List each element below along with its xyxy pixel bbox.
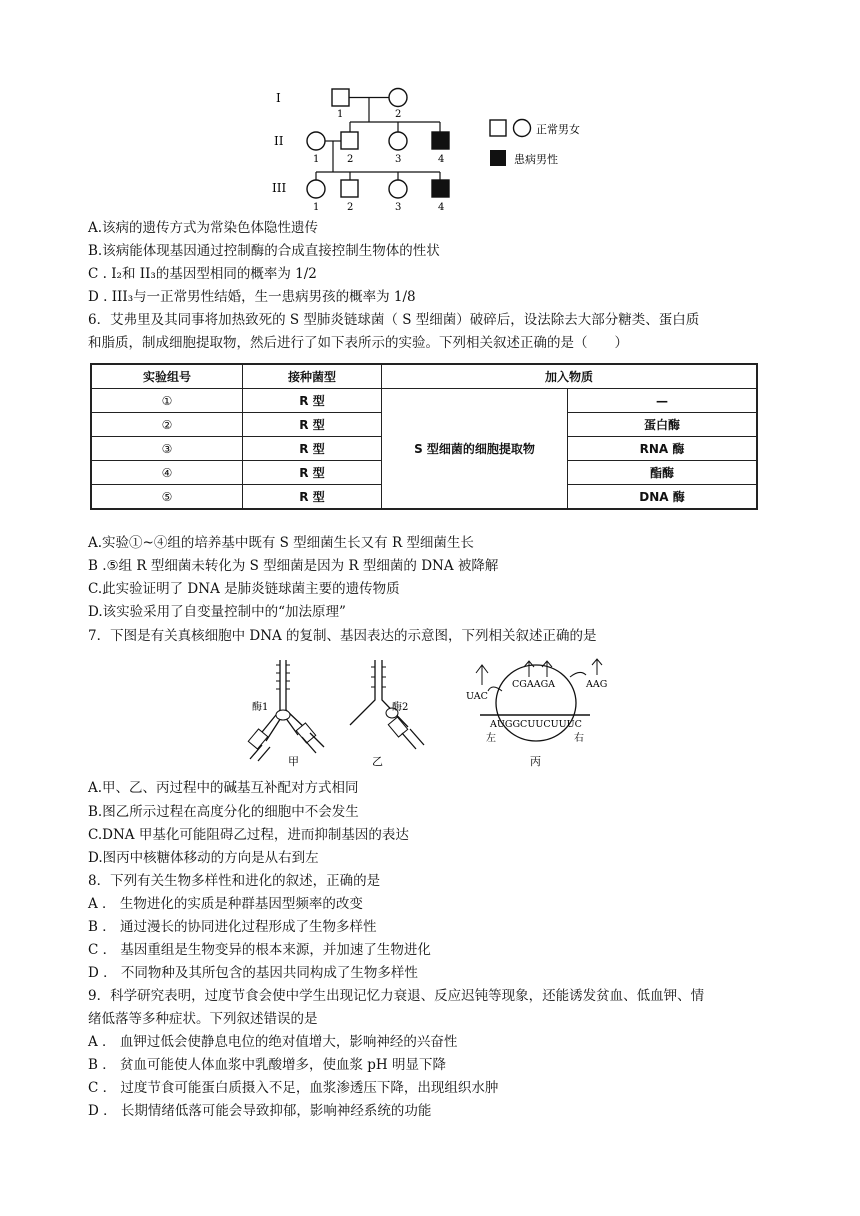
q9-stem-line1: 9．科学研究表明，过度节食会使中学生出现记忆力衰退、反应迟钝等现象，还能诱发贫血、低血钾、情 — [88, 988, 705, 1004]
svg-text:3: 3 — [395, 202, 402, 213]
transcription-diagram-yi — [350, 660, 424, 749]
q7-option-c: C.DNA 甲基化可能阻碍乙过程，进而抑制基因的表达 — [88, 827, 409, 843]
table-row: ④ R 型 酯酶 — [91, 461, 757, 485]
q8-option-d: D ． 不同物种及其所包含的基因共同构成了生物多样性 — [88, 965, 418, 981]
q8-option-a: A ． 生物进化的实质是种群基因型频率的改变 — [88, 896, 363, 912]
table-header-strain: 接种菌型 — [243, 364, 382, 389]
svg-text:2: 2 — [347, 202, 354, 213]
merged-extract-cell: S 型细菌的细胞提取物 — [382, 389, 568, 510]
legend-normal: 正常男女 — [536, 123, 580, 136]
q9-option-a: A ． 血钾过低会使静息电位的绝对值增大，影响神经的兴奋性 — [88, 1034, 458, 1050]
label-left: 左 — [486, 733, 496, 744]
table-row: ① R 型 S 型细菌的细胞提取物 — — [91, 389, 757, 413]
pedigree-chart — [270, 80, 630, 220]
q9-stem-line2: 绪低落等多种症状。下列叙述错误的是 — [88, 1011, 318, 1027]
affected-male-II4 — [432, 132, 449, 149]
q6-stem-line1: 6．艾弗里及其同事将加热致死的 S 型肺炎链球菌（ S 型细菌）破碎后，设法除去大部分糖类、蛋白质 — [88, 312, 700, 328]
q5-option-c: C . I₂和 II₃的基因型相同的概率为 1/2 — [88, 266, 317, 282]
q5-option-d: D . III₃与一正常男性结婚，生一患病男孩的概率为 1/8 — [88, 289, 416, 305]
q6-option-c: C.此实验证明了 DNA 是肺炎链球菌主要的遗传物质 — [88, 581, 400, 597]
svg-text:4: 4 — [438, 202, 445, 213]
gen-label-3: III — [272, 181, 287, 195]
gen-label-1: I — [276, 91, 281, 105]
q7-stem: 7．下图是有关真核细胞中 DNA 的复制、基因表达的示意图，下列相关叙述正确的是 — [88, 628, 597, 644]
svg-text:3: 3 — [395, 154, 402, 165]
dna-expression-figure — [240, 655, 620, 770]
svg-text:2: 2 — [395, 109, 402, 120]
female-I2 — [389, 89, 407, 107]
q6-option-d: D.该实验采用了自变量控制中的“加法原理” — [88, 604, 346, 620]
female-III1 — [307, 180, 325, 198]
svg-text:4: 4 — [438, 154, 445, 165]
female-II1 — [307, 132, 325, 150]
legend-female-icon — [514, 120, 531, 137]
label-jia: 甲 — [288, 755, 299, 768]
table-header-added: 加入物质 — [382, 364, 758, 389]
affected-male-III4 — [432, 180, 449, 197]
table-row: ② R 型 蛋白酶 — [91, 413, 757, 437]
legend-affected-icon — [490, 150, 506, 166]
table-row: ⑤ R 型 DNA 酶 — [91, 485, 757, 510]
codon-right: AAG — [586, 679, 608, 690]
q8-option-b: B ． 通过漫长的协同进化过程形成了生物多样性 — [88, 919, 377, 935]
mrna-sequence: AUGGCUUCUUUC — [490, 719, 582, 730]
q9-option-c: C ． 过度节食可能蛋白质摄入不足，血浆渗透压下降，出现组织水肿 — [88, 1080, 499, 1096]
male-III2 — [341, 180, 358, 197]
label-right: 右 — [574, 733, 584, 744]
legend-male-icon — [490, 120, 506, 136]
q9-option-b: B ． 贫血可能使人体血浆中乳酸增多，使血浆 pH 明显下降 — [88, 1057, 446, 1073]
translation-diagram-bing — [466, 659, 607, 744]
legend-affected: 患病男性 — [514, 153, 558, 166]
q8-stem: 8．下列有关生物多样性和进化的叙述，正确的是 — [88, 873, 381, 889]
q7-option-a: A.甲、乙、丙过程中的碱基互补配对方式相同 — [88, 780, 359, 796]
gen-label-2: II — [274, 134, 284, 148]
female-III3 — [389, 180, 407, 198]
codon-left: UAC — [466, 691, 488, 702]
male-I1 — [332, 89, 349, 106]
female-II3 — [389, 132, 407, 150]
label-yi: 乙 — [372, 755, 383, 768]
svg-text:1: 1 — [313, 202, 320, 213]
q7-option-d: D.图丙中核糖体移动的方向是从右到左 — [88, 850, 319, 866]
q6-option-a: A.实验①~④组的培养基中既有 S 型细菌生长又有 R 型细菌生长 — [88, 535, 474, 551]
svg-text:1: 1 — [337, 109, 344, 120]
table-row: ③ R 型 RNA 酶 — [91, 437, 757, 461]
replication-diagram-jia — [248, 660, 324, 761]
male-II2 — [341, 132, 358, 149]
svg-text:2: 2 — [347, 154, 354, 165]
enzyme1-label: 酶1 — [252, 702, 269, 713]
q5-option-b: B.该病能体现基因通过控制酶的合成直接控制生物体的性状 — [88, 243, 440, 259]
q8-option-c: C ． 基因重组是生物变异的根本来源，并加速了生物进化 — [88, 942, 431, 958]
q5-option-a: A.该病的遗传方式为常染色体隐性遗传 — [88, 220, 319, 236]
label-bing: 丙 — [530, 755, 541, 768]
anticodon-sequence: CGAAGA — [512, 679, 556, 690]
enzyme2-label: 酶2 — [392, 702, 409, 713]
svg-text:1: 1 — [313, 154, 320, 165]
q9-option-d: D ． 长期情绪低落可能会导致抑郁，影响神经系统的功能 — [88, 1103, 432, 1119]
q6-option-b: B .⑤组 R 型细菌未转化为 S 型细菌是因为 R 型细菌的 DNA 被降解 — [88, 558, 499, 574]
experiment-table — [90, 363, 758, 510]
table-header-group: 实验组号 — [91, 364, 243, 389]
q6-stem-line2: 和脂质，制成细胞提取物，然后进行了如下表所示的实验。下列相关叙述正确的是（ ） — [88, 335, 628, 351]
q7-option-b: B.图乙所示过程在高度分化的细胞中不会发生 — [88, 804, 359, 820]
